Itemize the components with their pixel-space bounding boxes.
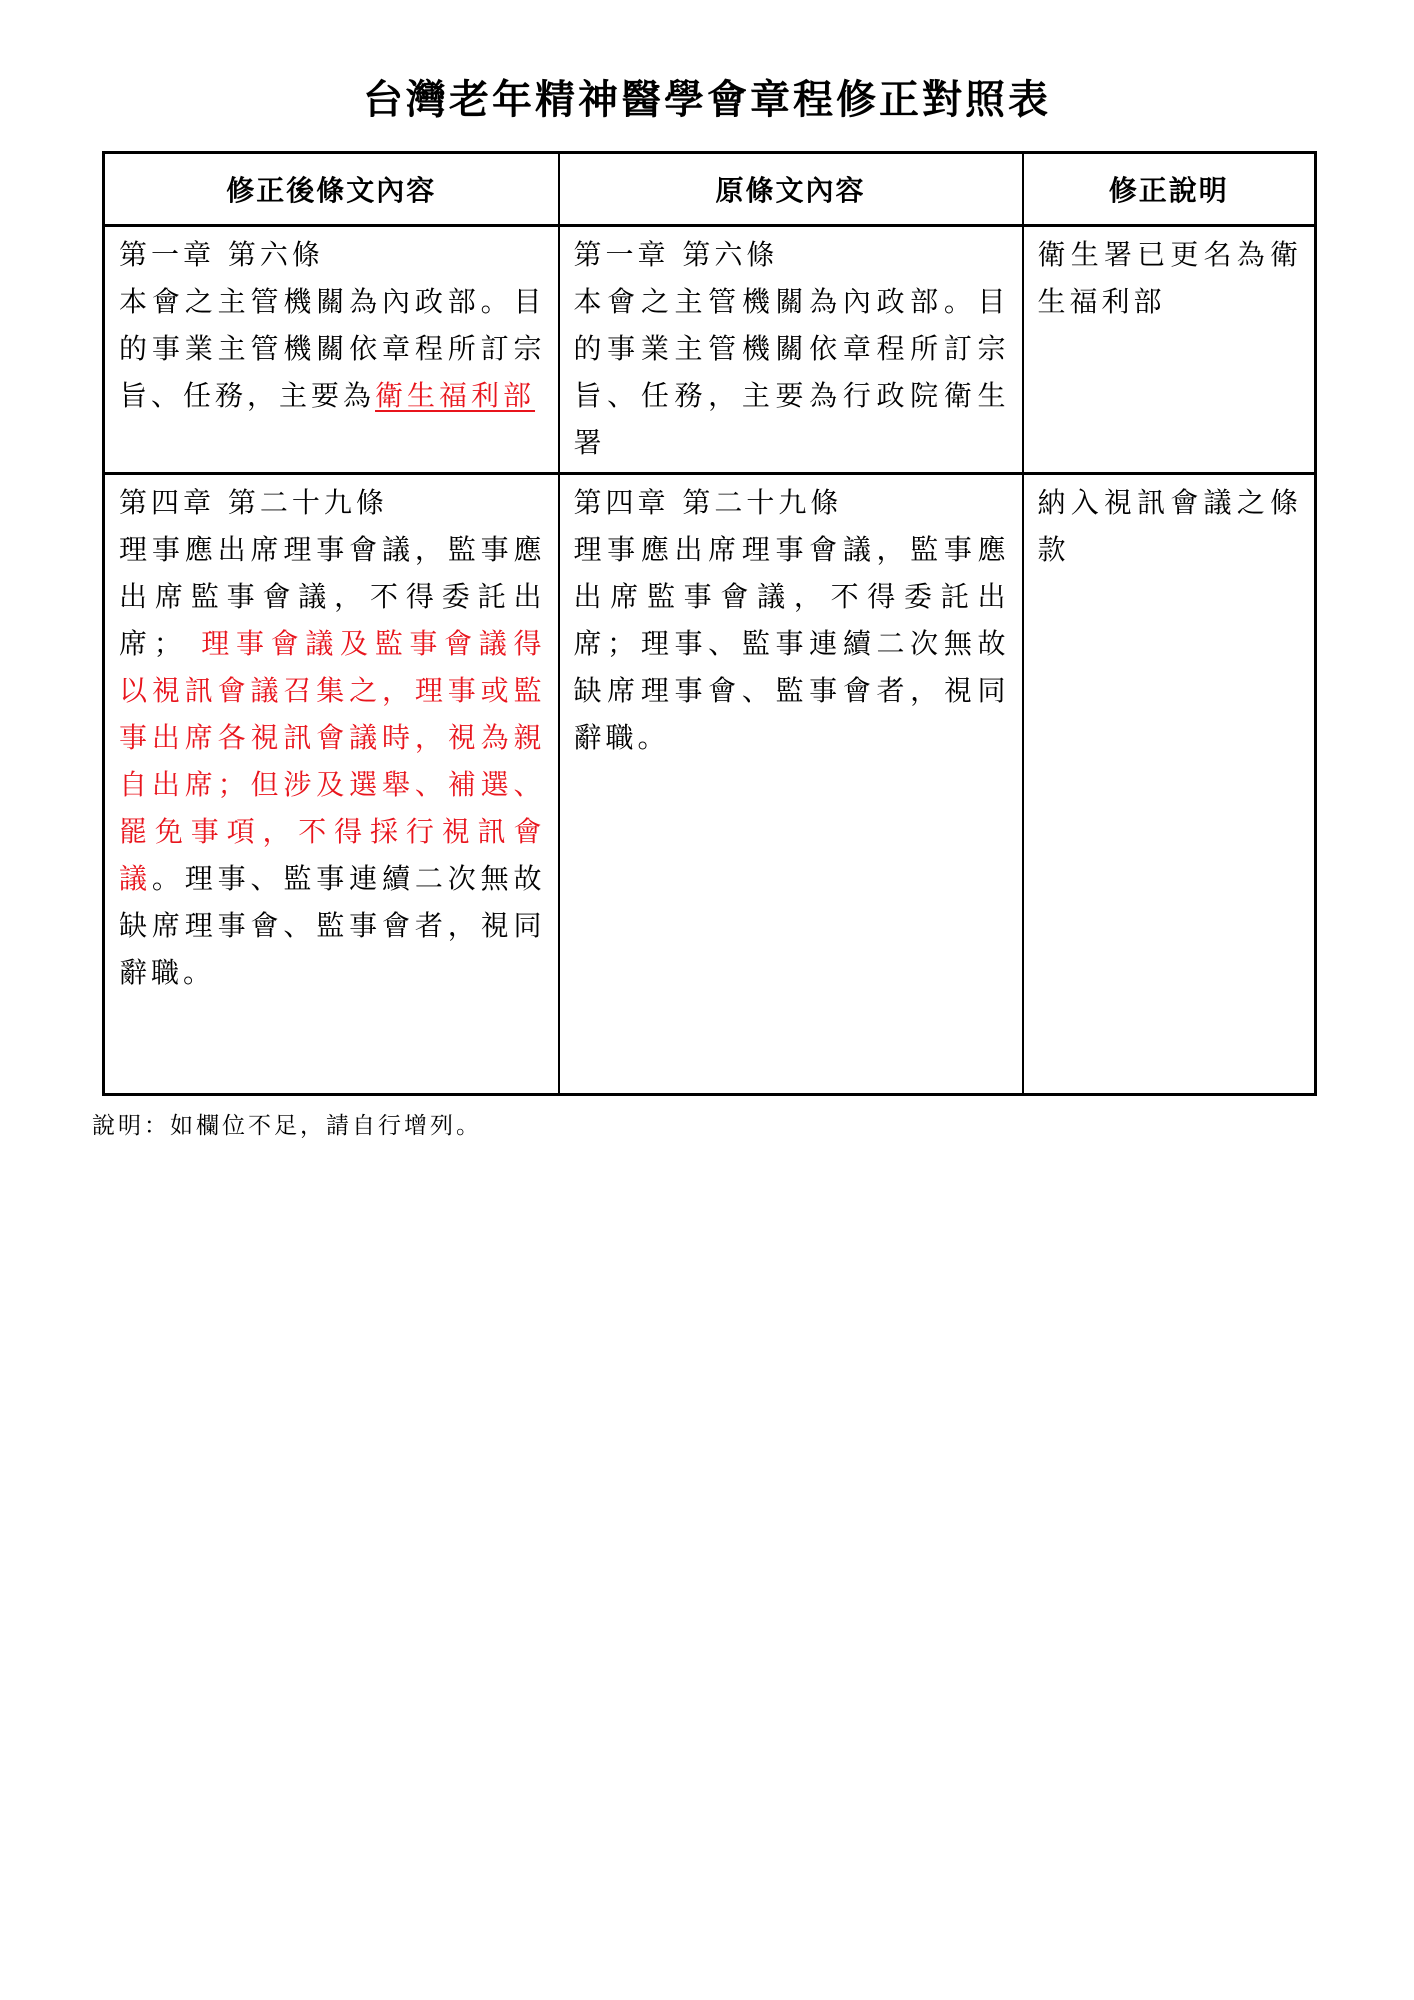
table-row — [104, 226, 1316, 474]
header-amendment-note: 修正說明 — [1023, 153, 1316, 226]
page-title: 台灣老年精神醫學會章程修正對照表 — [363, 77, 1051, 123]
article-heading: 第四章 第二十九條 — [119, 486, 388, 519]
revised-text-highlight: 衛生福利部 — [375, 379, 536, 412]
article-text: 本會之主管機關為內政部。目的事業主管機關依章程所訂宗旨、任務，主要為行政院衛生署 — [573, 285, 1010, 459]
article-heading: 第一章 第六條 — [119, 238, 324, 271]
note-cell — [1023, 226, 1316, 474]
table-header-row — [104, 153, 1316, 226]
table-row — [104, 474, 1316, 1095]
comparison-table — [102, 151, 1317, 1096]
header-revised-content: 修正後條文內容 — [104, 153, 559, 226]
header-original-content: 原條文內容 — [559, 153, 1023, 226]
amendment-note: 衛生署已更名為衛生福利部 — [1037, 238, 1302, 318]
original-cell — [559, 226, 1023, 474]
amendment-note: 納入視訊會議之條款 — [1037, 486, 1302, 566]
article-text: 理事應出席理事會議，監事應出席監事會議，不得委託出席； — [119, 533, 546, 660]
revised-cell — [104, 226, 559, 474]
article-text: 本會之主管機關為內政部。目的事業主管機關依章程所訂宗旨、任務，主要為 — [119, 285, 546, 412]
note-cell — [1023, 474, 1316, 1095]
revised-text-highlight: 理事會議及監事會議得以視訊會議召集之，理事或監事出席各視訊會議時，視為親自出席；但涉及選舉、補選、罷免事項，不得採行視訊會議 — [119, 627, 546, 895]
article-text: 理事應出席理事會議，監事應出席監事會議，不得委託出席；理事、監事連續二次無故缺席理事會、監事會者，視同辭職。 — [573, 533, 1010, 754]
article-heading: 第四章 第二十九條 — [573, 486, 843, 519]
original-cell — [559, 474, 1023, 1095]
revised-cell — [104, 474, 559, 1095]
footnote: 說明：如欄位不足，請自行增列。 — [92, 1113, 482, 1139]
article-heading: 第一章 第六條 — [573, 238, 779, 271]
article-text: 。理事、監事連續二次無故缺席理事會、監事會者，視同辭職。 — [119, 862, 546, 989]
